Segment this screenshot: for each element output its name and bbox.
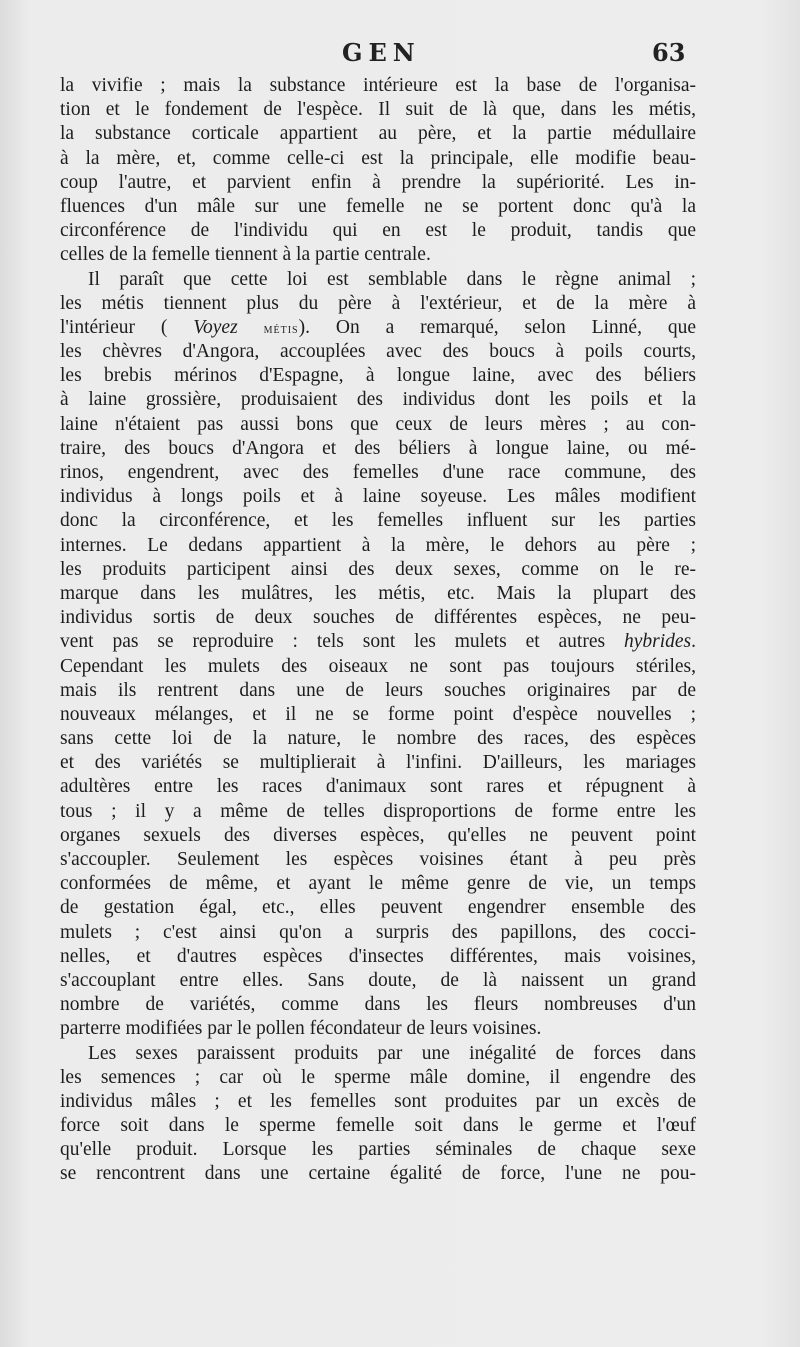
text-line: marque dans les mulâtres, les métis, etc. Mais la plupart des [60,582,696,604]
text-span: ). On a remarqué, selon Linné, que [298,316,696,338]
text-line: les brebis mérinos d'Espagne, à longue laine, avec des béliers [60,365,696,387]
text-line: la vivifie ; mais la substance intérieure est la base de l'organisa- [60,75,696,96]
text-line: conformées de même, et ayant le même genre de vie, un temps [60,873,696,895]
text-line: nouveaux mélanges, et il ne se forme point d'espèce nouvelles ; [60,703,696,725]
text-line: internes. Le dedans appartient à la mère, le dehors au père ; [60,534,696,556]
text-line: la substance corticale appartient au père, et la partie médullaire [60,123,696,145]
text-line: sans cette loi de la nature, le nombre des races, des espèces [60,728,696,750]
italic-text: hybrides [623,631,692,653]
text-line: Cependant les mulets des oiseaux ne sont pas toujours stériles, [60,655,696,677]
text-line: celles de la femelle tiennent à la partie centrale. [60,244,431,266]
text-span: vent pas se reproduire : tels sont les mulets et autres [60,631,624,653]
text-line: qu'elle produit. Lorsque les parties séminales de chaque sexe [60,1139,696,1161]
text-line: s'accouplant entre elles. Sans doute, de là naissent un grand [60,969,696,991]
text-line: de gestation égal, etc., elles peuvent engendrer ensemble des [60,897,696,919]
text-span: l'intérieur ( [60,316,194,338]
text-line: tous ; il y a même de telles disproportions de forme entre les [60,800,696,822]
text-line: les semences ; car où le sperme mâle domine, il engendre des [60,1066,696,1088]
text-line: tion et le fondement de l'espèce. Il suit de là que, dans les métis, [60,99,696,121]
text-line: à la mère, et, comme celle-ci est la principale, elle modifie beau- [60,147,696,169]
italic-text: Voyez [193,316,238,338]
text-line: laine n'étaient pas aussi bons que ceux de leurs mères ; au con- [60,413,696,435]
text-line: individus sortis de deux souches de différentes espèces, ne peu- [60,607,696,629]
text-line: organes sexuels des diverses espèces, qu'elles ne peuvent point [60,824,696,846]
small-caps-text: métis [263,321,299,337]
text-line: les chèvres d'Angora, accouplées avec des boucs à poils courts, [60,341,696,363]
text-line: donc la circonférence, et les femelles influent sur les parties [60,510,696,532]
body-text [60,74,696,1187]
text-line: les métis tiennent plus du père à l'extérieur, et de la mère à [60,292,696,314]
text-line: mais ils rentrent dans une de leurs souches originaires par de [60,679,696,701]
text-line: nelles, et d'autres espèces d'insectes différentes, mais voisines, [60,945,696,967]
text-span [238,317,264,338]
text-line: fluences d'un mâle sur une femelle ne se portent donc qu'à la [60,195,696,217]
text-line: Il paraît que cette loi est semblable dans le règne animal ; [88,268,696,290]
text-line: individus à longs poils et à laine soyeuse. Les mâles modifient [60,486,696,508]
text-line: rinos, engendrent, avec des femelles d'une race commune, des [60,462,696,483]
text-line: individus mâles ; et les femelles sont produites par un excès de [60,1090,696,1112]
text-line: coup l'autre, et parvient enfin à prendre la supériorité. Les in- [60,171,696,193]
text-line: traire, des boucs d'Angora et des béliers à longue laine, ou mé- [60,437,696,459]
text-line: Les sexes paraissent produits par une inégalité de forces dans [88,1042,696,1064]
text-line: à laine grossière, produisaient des individus dont les poils et la [60,389,696,411]
text-line: les produits participent ainsi des deux sexes, comme on le re- [60,558,696,580]
text-line: s'accoupler. Seulement les espèces voisines étant à peu près [60,849,696,870]
text-line [60,316,696,340]
page-header [0,38,800,72]
text-line: parterre modifiées par le pollen fécondateur de leurs voisines. [60,1018,542,1040]
text-line: et des variétés se multiplierait à l'infini. D'ailleurs, les mariages [60,752,696,774]
running-head: GEN [342,38,421,67]
text-line: force soit dans le sperme femelle soit dans le germe et l'œuf [60,1115,696,1137]
text-line: circonférence de l'individu qui en est le produit, tandis que [60,220,696,242]
text-line: adultères entre les races d'animaux sont rares et répugnent à [60,776,696,798]
text-line: mulets ; c'est ainsi qu'on a surpris des papillons, des cocci- [60,921,696,943]
text-span: . [691,631,696,653]
text-line: nombre de variétés, comme dans les fleurs nombreuses d'un [60,994,696,1016]
page-number: 63 [652,38,686,67]
text-line [60,630,696,654]
text-line: se rencontrent dans une certaine égalité de force, l'une ne pou- [60,1163,696,1185]
